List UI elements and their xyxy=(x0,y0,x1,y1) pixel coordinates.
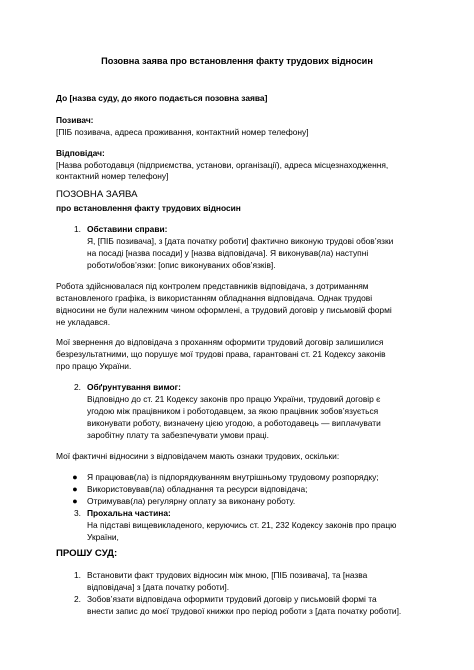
bullet-icon: ● xyxy=(72,472,78,482)
section-title-circumstances: Обставини справи: xyxy=(87,224,168,234)
paragraph-line: Робота здійснювалася під контролем представників відповідача, з дотриманням xyxy=(56,281,369,291)
bullet-icon: ● xyxy=(72,496,78,506)
paragraph-line: безрезультатними, що порушує мої трудові права, гарантовані ст. 21 Кодексу законів xyxy=(56,349,386,359)
section-body-line: виконувати роботу, визначену цією угодою, а роботодавець — виплачувати xyxy=(87,418,381,428)
section-number: 2. xyxy=(74,382,81,392)
paragraph-line: не укладався. xyxy=(56,317,111,327)
request-item-line: відповідача] з [дата початку роботи]. xyxy=(87,582,230,592)
paragraph-line: відносини не були належним чином оформлені, а трудовий договір у письмовій формі xyxy=(56,305,392,315)
bullet-icon: ● xyxy=(72,484,78,494)
defendant-details-line: [Назва роботодавця (підприємства, установи, організації), адреса місцезнаходження, xyxy=(56,160,389,170)
paragraph-line: встановленого графіка, із використанням обладнання відповідача. Однак трудові xyxy=(56,293,373,303)
section-title-justification: Обґрунтування вимог: xyxy=(87,382,181,392)
defendant-label: Відповідач: xyxy=(56,148,105,158)
request-item-line: внести запис до моєї трудової книжки про період роботи з [дата початку роботи]. xyxy=(87,606,402,616)
section-body-line: на посаді [назва посади] у [назва відповідача]. Я виконував(ла) наступні xyxy=(87,248,369,258)
section-body-line: угодою між працівником і роботодавцем, за якою працівник зобов’язується xyxy=(87,406,379,416)
section-body-line: України, xyxy=(87,532,119,542)
request-item-line: Зобов’язати відповідача оформити трудовий договір у письмовій формі та xyxy=(87,594,377,604)
paragraph-line: Мої звернення до відповідача з проханням оформити трудовий договір залишилися xyxy=(56,337,384,347)
plaintiff-label: Позивач: xyxy=(56,115,94,125)
claim-subheading: про встановлення факту трудових відносин xyxy=(56,203,241,213)
section-body-line: Відповідно до ст. 21 Кодексу законів про працю України, трудовий договір є xyxy=(87,394,381,404)
section-number: 3. xyxy=(74,508,81,518)
document-title: Позовна заява про встановлення факту трудових відносин xyxy=(101,56,373,66)
list-item: Я працював(ла) із підпорядкуванням внутрішньому трудовому розпорядку; xyxy=(87,472,379,482)
court-addressee: До [назва суду, до якого подається позовна заява] xyxy=(56,93,268,103)
section-number: 1. xyxy=(74,224,81,234)
paragraph-line: про працю України. xyxy=(56,361,132,371)
request-heading: ПРОШУ СУД: xyxy=(56,548,118,559)
request-number: 2. xyxy=(74,594,81,604)
request-item-line: Встановити факт трудових відносин між мною, [ПІБ позивача], та [назва xyxy=(87,570,368,580)
paragraph-line: Мої фактичні відносини з відповідачем мають ознаки трудових, оскільки: xyxy=(56,451,340,461)
plaintiff-details: [ПІБ позивача, адреса проживання, контактний номер телефону] xyxy=(56,127,309,137)
section-body-line: На підставі вищевикладеного, керуючись ст. 21, 232 Кодексу законів про працю xyxy=(87,520,397,530)
list-item: Отримував(ла) регулярну оплату за виконану роботу. xyxy=(87,496,296,506)
section-body-line: Я, [ПІБ позивача], з [дата початку роботи] фактично виконую трудові обов’язки xyxy=(87,236,394,246)
section-title-request: Прохальна частина: xyxy=(87,508,171,518)
request-number: 1. xyxy=(74,570,81,580)
list-item: Використовував(ла) обладнання та ресурси відповідача; xyxy=(87,484,308,494)
claim-heading: ПОЗОВНА ЗАЯВА xyxy=(56,189,138,200)
defendant-details-line: контактний номер телефону] xyxy=(56,171,169,181)
section-body-line: роботи/обов’язки: [опис виконуваних обов’язків]. xyxy=(87,260,276,270)
section-body-line: заробітну плату та забезпечувати умови праці. xyxy=(87,430,269,440)
